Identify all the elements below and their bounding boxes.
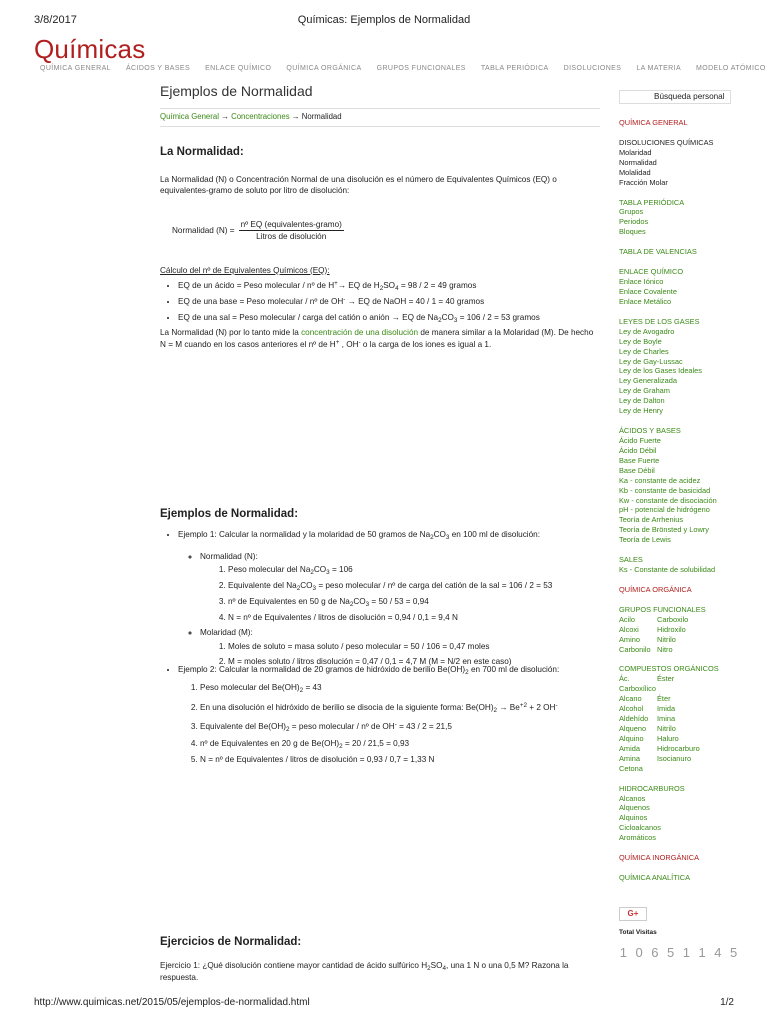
sidebar-section-grupos[interactable]: GRUPOS FUNCIONALES bbox=[619, 604, 706, 614]
normalidad-part bbox=[200, 551, 600, 623]
section-heading-normalidad: La Normalidad: bbox=[160, 145, 244, 158]
example-2-statement bbox=[178, 664, 600, 766]
sidebar-item[interactable]: pH - potencial de hidrógeno bbox=[619, 505, 710, 515]
section-heading-ejercicios: Ejercicios de Normalidad: bbox=[160, 936, 302, 948]
sidebar-item[interactable]: Ks - Constante de solubilidad bbox=[619, 565, 716, 575]
sup: - bbox=[394, 721, 397, 729]
text: SO bbox=[430, 961, 443, 970]
sidebar-item[interactable]: Hidroxilo bbox=[657, 624, 686, 634]
sub: 2 bbox=[465, 669, 469, 676]
sidebar-item[interactable]: Ác. Carboxílico bbox=[619, 674, 656, 694]
sidebar bbox=[619, 90, 739, 961]
sidebar-item[interactable]: Alcanos bbox=[619, 793, 646, 803]
step bbox=[200, 738, 600, 750]
sidebar-item[interactable]: Bloques bbox=[619, 227, 646, 237]
sidebar-item[interactable]: Ácido Fuerte bbox=[619, 435, 661, 445]
sidebar-section-acidos[interactable]: ÁCIDOS Y BASES bbox=[619, 426, 681, 436]
example-1-statement bbox=[178, 529, 600, 668]
text: en 700 ml de disolución: bbox=[468, 665, 560, 674]
grupos-grid bbox=[619, 615, 739, 655]
sidebar-item[interactable]: Molaridad bbox=[619, 147, 652, 157]
sidebar-item[interactable]: Nitrilo bbox=[657, 724, 676, 734]
site-logo[interactable]: Químicas bbox=[34, 34, 146, 64]
sidebar-item[interactable]: Amida bbox=[619, 743, 640, 753]
counter-digit: 1 bbox=[698, 944, 707, 960]
sidebar-link-analitica[interactable]: QUÍMICA ANALÍTICA bbox=[619, 873, 691, 883]
breadcrumb-arrow: → bbox=[218, 111, 232, 121]
calc-heading: Cálculo del nº de Equivalentes Químicos (EQ): bbox=[160, 265, 330, 275]
nav-item-disoluciones[interactable]: DISOLUCIONES bbox=[563, 65, 622, 72]
top-nav bbox=[40, 65, 766, 72]
example-1-parts bbox=[178, 551, 600, 668]
sub: 2 bbox=[310, 569, 314, 577]
step bbox=[200, 682, 600, 694]
text: Peso molecular del Na bbox=[228, 565, 311, 575]
sidebar-item[interactable]: Kw - constante de disociación bbox=[619, 495, 717, 505]
definition-text: La Normalidad (N) o Concentración Normal de una disolución es el número de Equivalentes Químicos (EQ) o equivalentes-gramo de soluto por litro de disolución: bbox=[160, 174, 557, 196]
text: en 100 ml de disolución: bbox=[449, 530, 541, 539]
sub: 3 bbox=[312, 585, 317, 593]
step bbox=[228, 596, 600, 608]
sidebar-item[interactable]: Normalidad bbox=[619, 157, 657, 167]
sidebar-item[interactable]: Base Débil bbox=[619, 465, 655, 475]
counter-digit: 1 bbox=[682, 944, 691, 960]
sidebar-item[interactable]: Teoría de Lewis bbox=[619, 535, 671, 545]
sub: 4 bbox=[442, 965, 447, 972]
sidebar-item[interactable]: Molalidad bbox=[619, 167, 651, 177]
sidebar-item[interactable]: Grupos bbox=[619, 207, 644, 217]
text: , una 1 N o una 0,5 M? Razona la respuesta. bbox=[160, 961, 569, 982]
sidebar-item[interactable]: Alqueno bbox=[619, 724, 647, 734]
eq-base-item bbox=[178, 296, 600, 308]
sidebar-item[interactable]: Ley de Henry bbox=[619, 406, 663, 416]
nav-item-quimica-general[interactable]: QUÍMICA GENERAL bbox=[40, 65, 111, 72]
text: nº de Equivalentes en 20 g de Be(OH) bbox=[200, 739, 340, 749]
formula-denominator: Litros de disolución bbox=[256, 232, 327, 242]
sidebar-item[interactable]: Enlace Covalente bbox=[619, 286, 677, 296]
sub: 2 bbox=[493, 706, 498, 714]
sidebar-item[interactable]: Aldehído bbox=[619, 714, 649, 724]
sidebar-item[interactable]: Enlace Metálico bbox=[619, 296, 672, 306]
sidebar-section-enlace[interactable]: ENLACE QUÍMICO bbox=[619, 267, 684, 277]
sidebar-item[interactable]: Nitro bbox=[657, 644, 673, 654]
text: EQ de una sal = Peso molecular / carga del catión o anión → EQ de Na bbox=[178, 312, 439, 322]
sidebar-section-sales[interactable]: SALES bbox=[619, 555, 643, 565]
counter-digit: 5 bbox=[730, 944, 739, 960]
sup: +2 bbox=[519, 701, 528, 709]
sidebar-link-organica[interactable]: QUÍMICA ORGÁNICA bbox=[619, 584, 692, 594]
sidebar-section-leyes[interactable]: LEYES DE LOS GASES bbox=[619, 316, 700, 326]
text: Ejercicio 1: ¿Qué disolución contiene mayor cantidad de ácido sulfúrico H bbox=[160, 961, 428, 970]
sidebar-item[interactable]: Amino bbox=[619, 634, 640, 644]
sidebar-item[interactable]: Éter bbox=[657, 694, 671, 704]
sidebar-item[interactable]: Isocianuro bbox=[657, 753, 692, 763]
sub: 3 bbox=[365, 600, 370, 608]
sub: 3 bbox=[326, 569, 330, 577]
sidebar-item[interactable]: Ka - constante de acidez bbox=[619, 475, 701, 485]
text: CO bbox=[433, 530, 446, 539]
counter-digit: 0 bbox=[635, 944, 644, 960]
nav-item-grupos[interactable]: GRUPOS FUNCIONALES bbox=[376, 65, 466, 72]
print-footer bbox=[34, 997, 734, 1008]
sidebar-item[interactable]: Periodos bbox=[619, 217, 649, 227]
nav-item-acidos-bases[interactable]: ÁCIDOS Y BASES bbox=[125, 65, 191, 72]
sidebar-item[interactable]: Éster bbox=[657, 674, 675, 684]
text: CO bbox=[353, 596, 366, 606]
text: , OH bbox=[339, 339, 359, 349]
text: Normalidad (N): bbox=[200, 551, 258, 561]
text: = 106 bbox=[329, 565, 353, 575]
sub: 2 bbox=[339, 743, 343, 751]
sidebar-item[interactable]: Cicloalcanos bbox=[619, 823, 661, 833]
sidebar-item[interactable]: Ácido Débil bbox=[619, 445, 657, 455]
sub: 2 bbox=[349, 600, 354, 608]
sidebar-item[interactable]: Alcoxi bbox=[619, 624, 639, 634]
normalidad-steps bbox=[200, 564, 600, 623]
formula-lhs: Normalidad (N) = bbox=[172, 225, 235, 235]
sidebar-item[interactable]: Imida bbox=[657, 704, 676, 714]
breadcrumb-arrow: → bbox=[289, 111, 302, 121]
text: → EQ de NaOH = 40 / 1 = 40 gramos bbox=[345, 296, 485, 306]
step: 2. M = moles soluto / litros disolución = 0,47 / 0,1 = 4,7 M (M = N/2 en este caso) bbox=[228, 656, 600, 667]
text: nº de Equivalentes en 50 g de Na bbox=[228, 596, 350, 606]
sidebar-item[interactable]: Ley Generalizada bbox=[619, 376, 677, 386]
counter-digit: 6 bbox=[651, 944, 660, 960]
compuestos-grid bbox=[619, 674, 739, 773]
eq-salt-item bbox=[178, 312, 600, 324]
sidebar-link-valencias[interactable]: TABLA DE VALENCIAS bbox=[619, 247, 697, 257]
normality-formula bbox=[172, 219, 600, 243]
text: de manera similar a la Molaridad (M). De hecho N = M cuando en los casos anteriores el nº de H bbox=[160, 328, 594, 349]
sidebar-section-compuestos[interactable]: COMPUESTOS ORGÁNICOS bbox=[619, 664, 719, 674]
sup: + bbox=[334, 280, 338, 288]
sidebar-link-quimica-general[interactable]: QUÍMICA GENERAL bbox=[619, 118, 688, 127]
sidebar-item[interactable]: Kb - constante de basicidad bbox=[619, 485, 711, 495]
sidebar-item[interactable]: Alquinos bbox=[619, 813, 648, 823]
sidebar-item[interactable]: Alcohol bbox=[619, 704, 644, 714]
example-2-list bbox=[160, 664, 600, 766]
sidebar-item[interactable]: Ley de Dalton bbox=[619, 396, 665, 406]
google-plus-button[interactable]: G+ bbox=[619, 907, 647, 921]
sidebar-item[interactable]: Teoría de Arrhenius bbox=[619, 515, 684, 525]
nav-item-tabla[interactable]: TABLA PERIÓDICA bbox=[480, 65, 549, 72]
step bbox=[228, 564, 600, 576]
text: = 43 bbox=[303, 682, 322, 692]
example-1-list bbox=[160, 529, 600, 668]
sup: - bbox=[343, 295, 346, 303]
eq-list bbox=[160, 280, 600, 323]
sidebar-item[interactable]: Ley de Avogadro bbox=[619, 326, 675, 336]
sidebar-item[interactable]: Carboxilo bbox=[657, 614, 689, 624]
text: SO bbox=[383, 281, 396, 291]
sup: - bbox=[555, 701, 558, 709]
step bbox=[200, 721, 600, 733]
text: CO bbox=[300, 581, 313, 591]
text: = peso molecular / nº de carga del catión de la sal = 106 / 2 = 53 bbox=[316, 581, 553, 591]
breadcrumb bbox=[160, 108, 600, 127]
sidebar-section-disoluciones: DISOLUCIONES QUÍMICAS bbox=[619, 137, 714, 147]
nav-item-modelo[interactable]: MODELO ATÓMICO bbox=[696, 65, 766, 72]
sub: 3 bbox=[445, 534, 450, 541]
sub: 4 bbox=[395, 285, 399, 293]
sidebar-link-inorganica[interactable]: QUÍMICA INORGÁNICA bbox=[619, 853, 700, 863]
sub: 3 bbox=[453, 316, 458, 324]
text: = 43 / 2 = 21,5 bbox=[396, 722, 452, 732]
sidebar-item[interactable]: Hidrocarburo bbox=[657, 743, 700, 753]
sidebar-item[interactable]: Alcano bbox=[619, 694, 642, 704]
concentracion-link[interactable]: concentración de una disolución bbox=[301, 328, 419, 338]
counter-digit: 1 bbox=[619, 944, 628, 960]
nav-item-materia[interactable]: LA MATERIA bbox=[636, 65, 682, 72]
text: La Normalidad (N) por lo tanto mide la bbox=[160, 328, 302, 338]
sub: 2 bbox=[427, 965, 431, 972]
footer-page-number: 1/2 bbox=[720, 997, 734, 1008]
example-1 bbox=[160, 525, 600, 672]
sidebar-item[interactable]: Base Fuerte bbox=[619, 455, 660, 465]
formula-numerator: nº EQ (equivalentes-gramo) bbox=[239, 219, 344, 231]
print-date: 3/8/2017 bbox=[34, 14, 77, 26]
sub: 2 bbox=[379, 285, 384, 293]
sidebar-item[interactable]: Fracción Molar bbox=[619, 177, 668, 187]
text: Molaridad (M): bbox=[200, 628, 253, 638]
sidebar-item[interactable]: Enlace Iónico bbox=[619, 277, 664, 287]
counter-digit: 5 bbox=[667, 944, 676, 960]
sidebar-item[interactable]: Amina bbox=[619, 753, 640, 763]
nav-item-enlace[interactable]: ENLACE QUÍMICO bbox=[205, 65, 272, 72]
breadcrumb-link-general[interactable]: Química General bbox=[160, 111, 219, 121]
sidebar-item[interactable]: Carbonilo bbox=[619, 644, 651, 654]
sidebar-item[interactable]: Ley de Gay-Lussac bbox=[619, 356, 683, 366]
sub: 2 bbox=[299, 686, 304, 694]
example-2-steps bbox=[178, 682, 600, 766]
example-2 bbox=[160, 660, 600, 770]
sidebar-item[interactable]: Teoría de Brönsted y Lowry bbox=[619, 525, 709, 535]
text: o la carga de los iones es igual a 1. bbox=[360, 339, 492, 349]
text: + 2 OH bbox=[527, 702, 556, 712]
text: CO bbox=[313, 565, 327, 575]
text: → EQ de H bbox=[337, 281, 380, 291]
step: 4. N = nº de Equivalentes / litros de disolución = 0,94 / 0,1 = 9,4 N bbox=[228, 612, 600, 623]
text: = peso molecular / nº de OH bbox=[289, 722, 395, 732]
total-visits-label: Total Visitas bbox=[619, 929, 657, 936]
page-title: Ejemplos de Normalidad bbox=[160, 83, 313, 99]
section-heading-ejemplos: Ejemplos de Normalidad: bbox=[160, 508, 299, 520]
sidebar-item[interactable]: Cetona bbox=[619, 763, 643, 773]
sub: 2 bbox=[430, 534, 434, 541]
text: EQ de una base = Peso molecular / nº de OH bbox=[178, 296, 344, 306]
breadcrumb-link-concentraciones[interactable]: Concentraciones bbox=[231, 111, 290, 121]
text: Peso molecular del Be(OH) bbox=[200, 682, 300, 692]
sidebar-item[interactable]: Alquino bbox=[619, 733, 644, 743]
step: 1. Moles de soluto = masa soluto / peso molecular = 50 / 106 = 0,47 moles bbox=[228, 641, 600, 652]
eq-acid-item bbox=[178, 280, 600, 292]
main-content bbox=[160, 80, 600, 982]
visit-counter bbox=[619, 944, 739, 961]
counter-digit: 4 bbox=[714, 944, 723, 960]
text: Ejemplo 2: Calcular la normalidad de 20 gramos de hidróxido de berilio Be(OH) bbox=[178, 665, 466, 674]
formula-fraction bbox=[239, 219, 344, 243]
sup: - bbox=[358, 338, 361, 346]
sidebar-item[interactable]: Ley de los Gases Ideales bbox=[619, 366, 702, 376]
step bbox=[228, 580, 600, 592]
text: EQ de un ácido = Peso molecular / nº de H bbox=[178, 281, 335, 291]
text: Equivalente del Be(OH) bbox=[200, 722, 287, 732]
sub: 2 bbox=[286, 726, 290, 734]
text: = 98 / 2 = 49 gramos bbox=[398, 281, 477, 291]
text: = 106 / 2 = 53 gramos bbox=[457, 312, 540, 322]
text: = 50 / 53 = 0,94 bbox=[369, 596, 429, 606]
sidebar-section-tabla[interactable]: TABLA PERIÓDICA bbox=[619, 197, 685, 207]
text: En una disolución el hidróxido de berilio se disocia de la siguiente forma: Be(OH) bbox=[200, 702, 494, 712]
sidebar-item[interactable]: Alquenos bbox=[619, 803, 650, 813]
sidebar-item[interactable]: Acilo bbox=[619, 614, 636, 624]
print-title: Químicas: Ejemplos de Normalidad bbox=[297, 14, 471, 26]
molarity-paragraph bbox=[160, 327, 600, 350]
sidebar-item[interactable]: Nitrilo bbox=[657, 634, 676, 644]
text: Ejemplo 1: Calcular la normalidad y la molaridad de 50 gramos de Na bbox=[178, 530, 431, 539]
sidebar-item[interactable]: Haluro bbox=[657, 733, 679, 743]
sidebar-item[interactable]: Ley de Graham bbox=[619, 386, 670, 396]
sidebar-item[interactable]: Imina bbox=[657, 714, 676, 724]
text: CO bbox=[441, 312, 454, 322]
sidebar-item[interactable]: Ley de Boyle bbox=[619, 336, 662, 346]
nav-item-organica[interactable]: QUÍMICA ORGÁNICA bbox=[286, 65, 362, 72]
text: → Be bbox=[497, 702, 520, 712]
search-input[interactable]: Búsqueda personal bbox=[619, 90, 731, 104]
step: 5. N = nº de Equivalentes / litros de disolución = 0,93 / 0,7 = 1,33 N bbox=[200, 754, 600, 765]
text: = 20 / 21,5 = 0,93 bbox=[342, 739, 410, 749]
exercise-1 bbox=[160, 960, 600, 983]
step bbox=[200, 702, 600, 714]
text: Equivalente del Na bbox=[228, 581, 297, 591]
sidebar-item[interactable]: Ley de Charles bbox=[619, 346, 669, 356]
sub: 2 bbox=[438, 316, 442, 324]
sup: + bbox=[335, 338, 340, 346]
footer-url: http://www.quimicas.net/2015/05/ejemplos-de-normalidad.html bbox=[34, 997, 310, 1008]
sub: 2 bbox=[296, 585, 301, 593]
sidebar-item[interactable]: Aromáticos bbox=[619, 833, 656, 843]
breadcrumb-current: Normalidad bbox=[301, 111, 342, 121]
sidebar-section-hidrocarburos[interactable]: HIDROCARBUROS bbox=[619, 783, 685, 793]
